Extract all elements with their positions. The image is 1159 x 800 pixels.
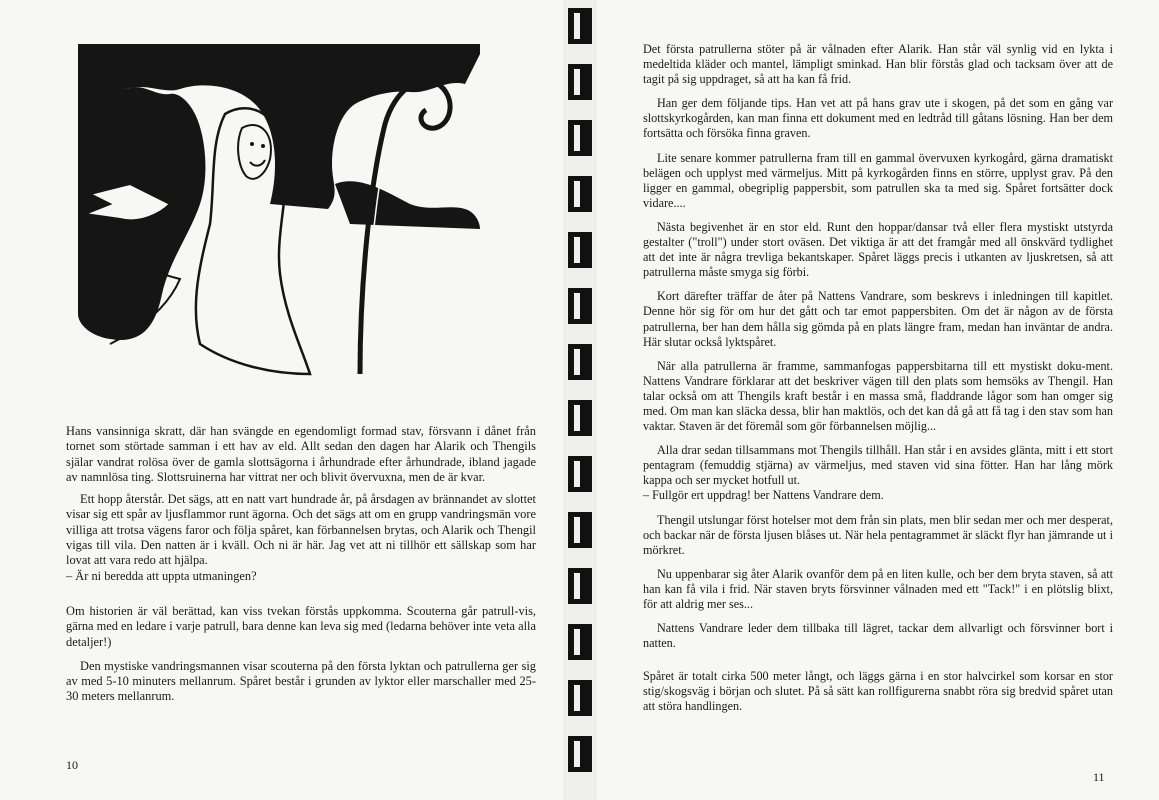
binding-ring [568,680,592,716]
paragraph: Alla drar sedan tillsammans mot Thengils tillhåll. Han står i en avsides glänta, mitt i ett stort pentagram (femuddig stjärna) av värmeljus, med staven vid sina fötter. Han har lång mörk kappa och ser mycket hotfull ut. [643,443,1113,488]
paragraph: – Är ni beredda att uppta utmaningen? [66,568,257,583]
paragraph: Nattens Vandrare leder dem tillbaka till lägret, tackar dem allvarligt och försvinner bort i natten. [643,621,1113,651]
paragraph: Den mystiske vandringsmannen visar scouterna på den första lyktan och patrullerna ger sig av med 5-10 minuters mellanrum. Spåret består i grunden av lyktor eller marschaller med 25-30 meters mellanrum. [66,658,536,704]
binding-ring [568,176,592,212]
page-number: 10 [66,758,78,772]
binding-ring [568,8,592,44]
binding-ring [568,736,592,772]
paragraph: Nu uppenbarar sig åter Alarik ovanför dem på en liten kulle, och ber dem bryta staven, så att han kan få vila i frid. När staven bryts försvinner vålnaden med ett "Tack!" i en plötslig blixt, för att aldrig mer ses... [643,566,1113,611]
binding-ring [568,624,592,660]
paragraph: Det första patrullerna stöter på är vålnaden efter Alarik. Han står väl synlig vid en lykta i medeltida kläder och mantel, lämpligt sminkad. Han blir förstås glad och tacksam över att de tagit på sig uppdraget, så att ha kan få frid. [643,42,1113,87]
page-number: 11 [1093,770,1105,784]
binding-ring [568,232,592,268]
binding-ring [568,512,592,548]
binding-ring [568,120,592,156]
paragraph: Spåret är totalt cirka 500 meter långt, och läggs gärna i en stor halvcirkel som korsar en stor stig/skogsväg i början och slutet. På så sätt kan rollfigurerna snabbt röra sig bredvid spåret utan att störa handlingen. [643,669,1113,714]
paragraph: Om historien är väl berättad, kan viss tvekan förstås uppkomma. Scouterna går patrull-vis, gärna med en ledare i varje patrull, bara denne kan leva sig med (ledarna behöver inte veta alla detaljer!) [66,603,536,649]
binding-ring [568,456,592,492]
paragraph: Thengil utslungar först hotelser mot dem från sin plats, men blir sedan mer och mer desperat, och backar när de första ljusen blåses ut. När hela pentagrammet är släckt flyr han jämrande ut i mörkret. [643,512,1113,557]
paragraph: När alla patrullerna är framme, sammanfogas pappersbitarna till ett mystiskt doku-ment. Nattens Vandrare förklarar att det beskriver vägen till den plats som hemsöks av Thengil. Han talar också om att Thengils kraft består i en massa små, fladdrande lågor som han omger sig med. Om man kan släcka dessa, blir han maktlös, och det kan då gå att få tag i den stav som han vaktar. Staven är det föremål som gör förbannelsen möjlig... [643,358,1113,434]
binding-ring [568,568,592,604]
binding-ring [568,400,592,436]
paragraph: Ett hopp återstår. Det sägs, att en natt vart hundrade år, på årsdagen av brännandet av slottet visar sig ett spår av ljusflammor runt ägorna. Och det sägs att om en grupp vandringsmän vore villiga att trotsa vägens faror och följa spåret, kan förbannelsen brytas, och Alarik och Thengil vigas till vila. Den natten är i kväll. Och ni är här. Jag vet att ni tillhör ett sällskap som har lovat att vara redo att hjälpa. [66,492,536,568]
right-page-text [643,42,1113,724]
spiral-binding [563,0,597,800]
paragraph: Kort därefter träffar de åter på Nattens Vandrare, som beskrevs i inledningen till kapitlet. Denne hör sig för om hur det gått och tar emot pappersbiten. Om det är någon av de första patrullerna, ber han dem hålla sig gömda på en plats längre fram, medan han inväntar de andra. Här slutar också lyktspåret. [643,289,1113,349]
paragraph: Han ger dem följande tips. Han vet att på hans grav ute i skogen, på det som en gång var slottskyrkogården, kan man finna ett dokument med en ledtråd till gåtans lösning. Han ber dem fortsätta och försöka finna graven. [643,96,1113,141]
paragraph: Lite senare kommer patrullerna fram till en gammal övervuxen kyrkogård, gärna dramatiskt belägen och upplyst med värmeljus. Mitt på kyrkogården finns en större, upplyst grav. På den ligger en gammal, obegriplig pappersbit, som patrullen ska ta med sig. Spåret fortsätter dock vidare.... [643,150,1113,210]
paragraph: – Fullgör ert uppdrag! ber Nattens Vandrare dem. [643,488,884,503]
binding-ring [568,288,592,324]
ghost-with-staff-illustration [70,44,510,424]
binding-ring [568,64,592,100]
left-page-text [66,424,536,712]
binding-ring [568,344,592,380]
paragraph: Hans vansinniga skratt, där han svängde en egendomligt formad stav, försvann i dånet från tornet som störtade samman i ett hav av eld. Allt sedan den dagen har Alarik och Thengils själar vandrat rolösa över de gamla slottsägorna i århundrade efter århundrade, ibland jagade av namnlösa ting. Slottsruinerna har vittrat ner och blivit övervuxna, men de är kvar. [66,424,536,484]
left-page [0,0,563,800]
paragraph: Nästa begivenhet är en stor eld. Runt den hoppar/dansar två eller flera mystiskt utstyrda gestalter ("troll") under stort oväsen. Det viktiga är att det framgår med all önskvärd tydlighet att det inte är några trevliga bekantskaper. Spåret läggs precis i utkanten av ljuskretsen, så att patrullerna måste smyga sig förbi. [643,219,1113,280]
